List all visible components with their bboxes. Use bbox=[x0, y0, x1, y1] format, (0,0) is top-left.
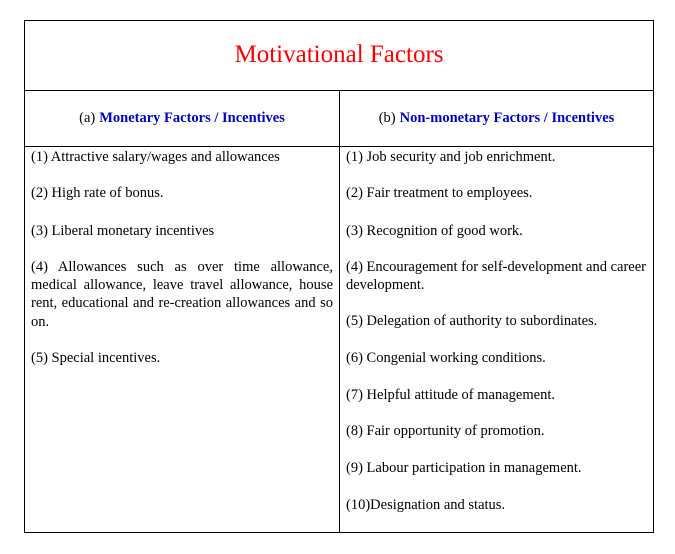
header-non-monetary bbox=[340, 91, 653, 146]
header-monetary-prefix: (a) bbox=[79, 110, 96, 126]
table-title: Motivational Factors bbox=[234, 40, 444, 68]
list-item: (3) Recognition of good work. bbox=[346, 222, 523, 239]
header-monetary bbox=[25, 91, 339, 146]
list-item: (7) Helpful attitude of management. bbox=[346, 387, 555, 404]
title-row bbox=[25, 21, 653, 91]
list-item: (8) Fair opportunity of promotion. bbox=[346, 423, 545, 440]
list-item: (4) Allowances such as over time allowance, medical allowance, leave travel allowance, house rent, educational and re-creation allowances and so on. bbox=[31, 258, 333, 330]
column-divider bbox=[339, 91, 340, 532]
header-non-monetary-label: Non-monetary Factors / Incentives bbox=[399, 110, 615, 126]
header-non-monetary-prefix: (b) bbox=[378, 110, 396, 126]
list-item: (10)Designation and status. bbox=[346, 496, 506, 513]
list-item: (1) Attractive salary/wages and allowances bbox=[31, 149, 280, 165]
header-monetary-label: Monetary Factors / Incentives bbox=[99, 110, 285, 126]
non-monetary-factors-list bbox=[346, 147, 646, 514]
monetary-factors-list bbox=[31, 147, 333, 367]
list-item: (4) Encouragement for self-development and career development. bbox=[346, 258, 646, 294]
motivational-factors-table bbox=[24, 20, 654, 533]
list-item: (6) Congenial working conditions. bbox=[346, 349, 546, 366]
list-item: (3) Liberal monetary incentives bbox=[31, 222, 215, 239]
list-item: (5) Special incentives. bbox=[31, 350, 161, 367]
list-item: (9) Labour participation in management. bbox=[346, 459, 582, 476]
list-item: (2) High rate of bonus. bbox=[31, 185, 164, 202]
list-item: (2) Fair treatment to employees. bbox=[346, 185, 533, 202]
list-item: (1) Job security and job enrichment. bbox=[346, 149, 556, 165]
list-item: (5) Delegation of authority to subordinates. bbox=[346, 313, 598, 330]
